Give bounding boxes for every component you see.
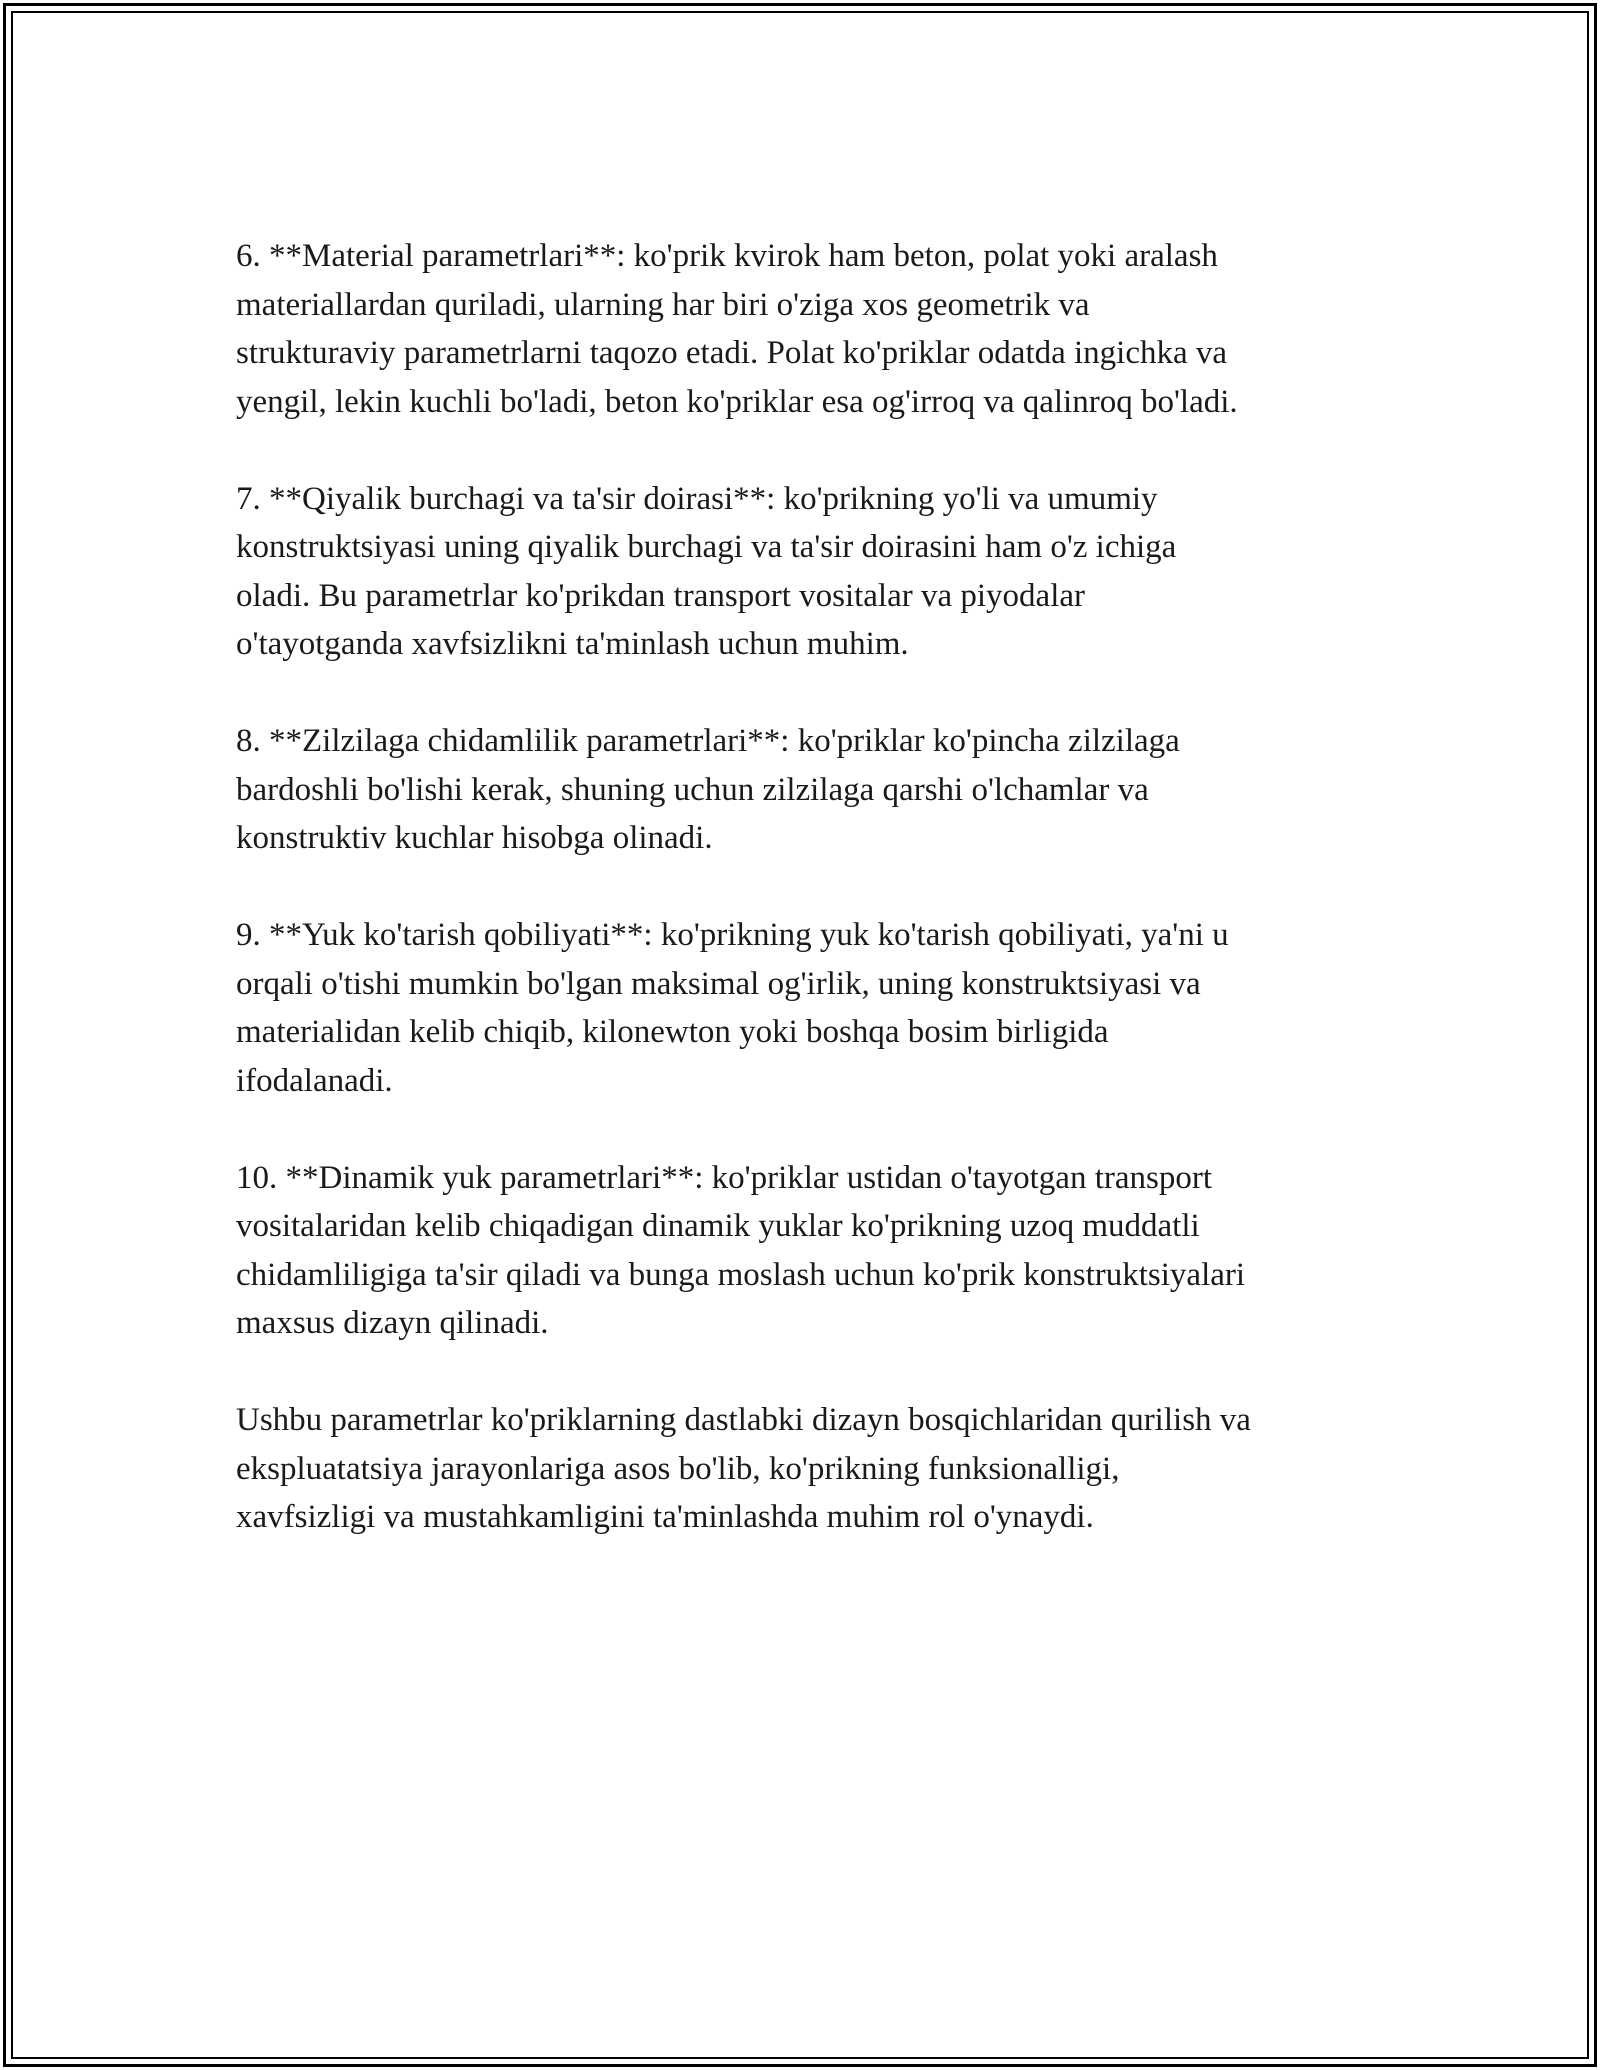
- paragraph-seismic-resistance: 8. **Zilzilaga chidamlilik parametrlari**: ko'priklar ko'pincha zilzilaga bardoshli bo'lishi kerak, shuning uchun zilzilaga qarshi o'lchamlar va konstruktiv kuchlar hisobga olinadi.: [236, 723, 1180, 856]
- paragraph-slope-angle: 7. **Qiyalik burchagi va ta'sir doirasi**: ko'prikning yo'li va umumiy konstruktsiyasi uning qiyalik burchagi va ta'sir doirasini ham o'z ichiga oladi. Bu parametrlar ko'prikdan transport vositalar va piyodalar o'tayotganda xavfsizlikni ta'minlash uchun muhim.: [236, 480, 1177, 662]
- paragraph-dynamic-load: 10. **Dinamik yuk parametrlari**: ko'priklar ustidan o'tayotgan transport vositalaridan kelib chiqadigan dinamik yuklar ko'prikning uzoq muddatli chidamliligiga ta'sir qiladi va bunga moslash uchun ko'prik konstruktsiyalari maxsus dizayn qilinadi.: [236, 1159, 1246, 1341]
- paragraph-conclusion: Ushbu parametrlar ko'priklarning dastlabki dizayn bosqichlaridan qurilish va ekspluatatsiya jarayonlariga asos bo'lib, ko'prikning funksionalligi, xavfsizligi va mustahkamligini ta'minlashda muhim rol o'ynaydi.: [236, 1402, 1251, 1535]
- document-body: [236, 232, 1386, 1590]
- paragraph-material-parameters: 6. **Material parametrlari**: ko'prik kvirok ham beton, polat yoki aralash materiallardan quriladi, ularning har biri o'ziga xos geometrik va strukturaviy parametrlarni taqozo etadi. Polat ko'priklar odatda ingichka va yengil, lekin kuchli bo'ladi, beton ko'priklar esa og'irroq va qalinroq bo'ladi.: [236, 238, 1238, 420]
- paragraph-load-capacity: 9. **Yuk ko'tarish qobiliyati**: ko'prikning yuk ko'tarish qobiliyati, ya'ni u orqali o'tishi mumkin bo'lgan maksimal og'irlik, uning konstruktsiyasi va materialidan kelib chiqib, kilonewton yoki boshqa bosim birligida ifodalanadi.: [236, 917, 1229, 1099]
